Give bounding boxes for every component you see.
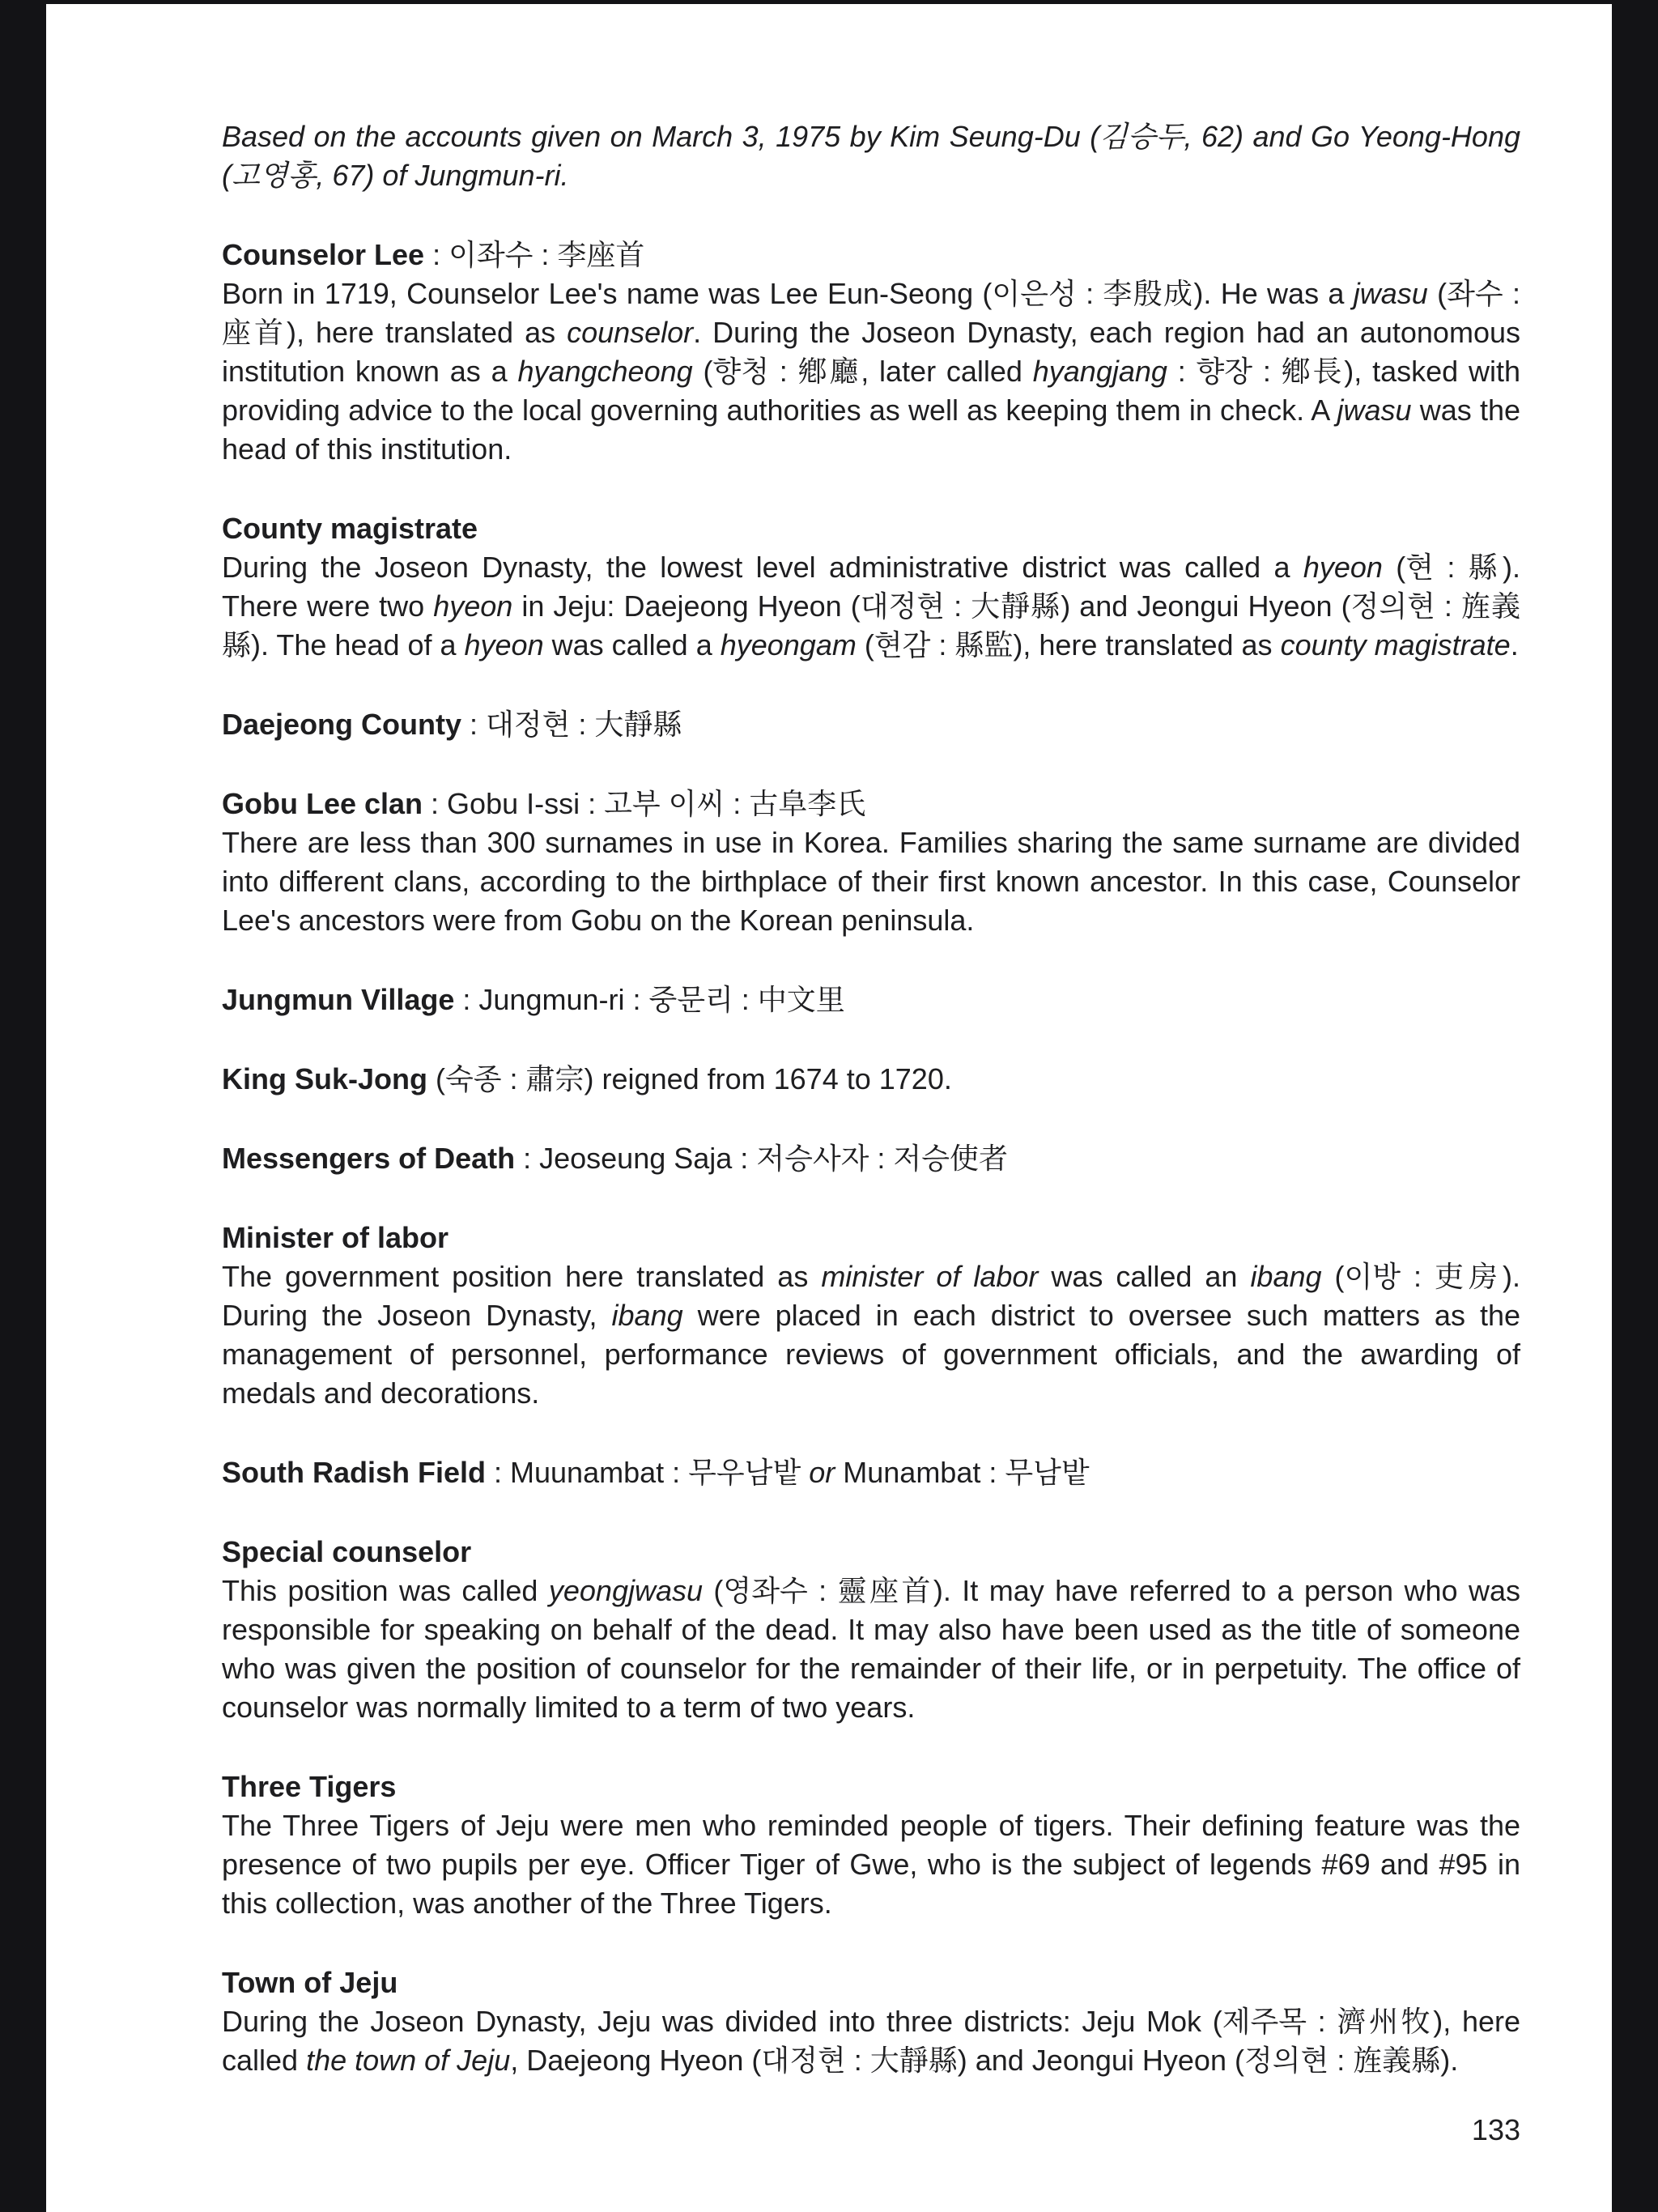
text-run: (현 : 縣). There were two <box>222 551 1520 623</box>
text-run: (영좌수 : 靈座首). It may have referred to a person who was responsible for speaking on behalf of the dead. It may also have been used as the title of someone who was given the position of counselor for the remainder of their life, or in perpetuity. The office of counselor was normally limited to a term of two years. <box>222 1574 1520 1724</box>
entry-heading <box>222 509 1520 548</box>
text-run: : Jeoseung Saja : 저승사자 : 저승使者 <box>515 1142 1008 1175</box>
glossary-entry <box>222 1767 1520 1923</box>
glossary-entry <box>222 981 1520 1019</box>
text-run: : Gobu I-ssi : 고부 이씨 : 古阜李氏 <box>423 787 866 820</box>
text-run: : Muunambat : 무우남밭 <box>486 1456 810 1489</box>
entry-paragraph <box>222 274 1520 469</box>
entry-heading <box>222 1139 1520 1178</box>
page-content <box>222 4 1520 2150</box>
text-run: Munambat : 무남밭 <box>835 1456 1090 1489</box>
entry-term: Minister of labor <box>222 1221 449 1254</box>
glossary-entry <box>222 1139 1520 1178</box>
text-run: During the Joseon Dynasty, the lowest level administrative district was called a <box>222 551 1303 584</box>
text-run: (현감 : 縣監), here translated as <box>856 628 1281 661</box>
text-run: There are less than 300 surnames in use in Korea. Families sharing the same surname are divided into different clans, according to the birthplace of their first known ancestor. In this case, Counselor Lee's ancestors were from Gobu on the Korean peninsula. <box>222 826 1520 937</box>
entry-term: Daejeong County <box>222 708 462 741</box>
entry-term: Special counselor <box>222 1535 472 1568</box>
entry-heading <box>222 1060 1520 1099</box>
entry-paragraph <box>222 2002 1520 2080</box>
entry-paragraph <box>222 1806 1520 1923</box>
entry-heading <box>222 236 1520 274</box>
entry-heading <box>222 1767 1520 1806</box>
text-run: The government position here translated as <box>222 1260 822 1293</box>
glossary-entry <box>222 509 1520 665</box>
text-run: : 향장 : 鄕長), tasked with providing advice to the local governing authorities as well as keeping them in check. A <box>222 355 1521 427</box>
text-run: (좌수 : 座首), here translated as <box>222 277 1520 349</box>
entry-term: Jungmun Village <box>222 983 455 1016</box>
text-run: . During the Joseon Dynasty, each region had an autonomous institution known as a <box>222 316 1520 388</box>
glossary-entry <box>222 1060 1520 1099</box>
entry-paragraph <box>222 548 1520 665</box>
italic-run: Based on the accounts given on March 3, 1975 by Kim Seung-Du (김승두, 62) and Go Yeong-Hong (고영홍, 67) of Jungmun-ri. <box>222 120 1520 192</box>
text-run: (향청 : 鄕廳, later called <box>692 355 1033 388</box>
italic-run: jwasu <box>1353 277 1428 310</box>
text-run: This position was called <box>222 1574 549 1607</box>
entry-heading <box>222 981 1520 1019</box>
italic-run: hyeon <box>433 589 513 623</box>
entry-term: Messengers of Death <box>222 1142 516 1175</box>
page-number: 133 <box>1471 2113 1520 2146</box>
italic-run: hyangcheong <box>517 355 693 388</box>
entry-paragraph <box>222 1572 1520 1727</box>
italic-run: county magistrate <box>1280 628 1511 661</box>
italic-run: ibang <box>611 1299 683 1332</box>
text-run: were placed in each district to oversee such matters as the management of personnel, performance reviews of government officials, and the awarding of medals and decorations. <box>222 1299 1520 1410</box>
italic-run: hyangjang <box>1032 355 1167 388</box>
glossary-entry <box>222 1963 1520 2080</box>
entry-paragraph <box>222 823 1520 940</box>
italic-run: or <box>809 1456 835 1489</box>
text-run: was the head of this institution. <box>222 393 1520 466</box>
entry-heading <box>222 705 1520 744</box>
entry-term: South Radish Field <box>222 1456 487 1489</box>
italic-run: hyeon <box>464 628 544 661</box>
entry-term: Town of Jeju <box>222 1966 398 1999</box>
text-run: , Daejeong Hyeon (대정현 : 大靜縣) and Jeongui Hyeon (정의현 : 旌義縣). <box>510 2044 1459 2077</box>
glossary-entry <box>222 705 1520 744</box>
text-run: : 이좌수 : 李座首 <box>424 238 645 271</box>
italic-run: jwasu <box>1337 393 1412 427</box>
text-run: The Three Tigers of Jeju were men who reminded people of tigers. Their defining feature was the presence of two pupils per eye. Officer Tiger of Gwe, who is the subject of legends #69 and #95 in this collection, was another of the Three Tigers. <box>222 1809 1520 1920</box>
glossary-entries <box>222 236 1520 2080</box>
source-attribution <box>222 117 1520 195</box>
glossary-entry <box>222 1453 1520 1492</box>
text-run: Born in 1719, Counselor Lee's name was Lee Eun-Seong (이은성 : 李殷成). He was a <box>222 277 1354 310</box>
italic-run: counselor <box>567 316 694 349</box>
italic-run: the town of Jeju <box>306 2044 511 2077</box>
entry-term: Gobu Lee clan <box>222 787 423 820</box>
entry-heading <box>222 1453 1520 1492</box>
entry-heading <box>222 785 1520 823</box>
entry-term: King Suk-Jong <box>222 1062 427 1095</box>
text-run: (숙종 : 肅宗) reigned from 1674 to 1720. <box>427 1062 952 1095</box>
entry-heading <box>222 1533 1520 1572</box>
glossary-entry <box>222 1219 1520 1413</box>
glossary-entry <box>222 785 1520 940</box>
entry-term: Three Tigers <box>222 1770 397 1803</box>
italic-run: hyeon <box>1303 551 1383 584</box>
entry-heading <box>222 1219 1520 1257</box>
text-run: During the Joseon Dynasty, Jeju was divided into three districts: Jeju Mok (제주목 : 濟州牧), here called <box>222 2005 1520 2077</box>
glossary-entry <box>222 1533 1520 1727</box>
text-run: (이방 : 吏房). During the Joseon Dynasty, <box>222 1260 1520 1332</box>
text-run: . <box>1510 628 1519 661</box>
text-run: was called a <box>543 628 721 661</box>
italic-run: minister of labor <box>821 1260 1039 1293</box>
entry-heading <box>222 1963 1520 2002</box>
entry-paragraph <box>222 1257 1520 1413</box>
text-run: in Jeju: Daejeong Hyeon (대정현 : 大靜縣) and Jeongui Hyeon (정의현 : 旌義縣). The head of a <box>222 589 1520 661</box>
italic-run: ibang <box>1250 1260 1322 1293</box>
document-page <box>46 4 1612 2212</box>
entry-term: Counselor Lee <box>222 238 425 271</box>
text-run: was called an <box>1038 1260 1251 1293</box>
italic-run: hyeongam <box>720 628 857 661</box>
glossary-entry <box>222 236 1520 469</box>
italic-run: yeongjwasu <box>548 1574 703 1607</box>
text-run: : Jungmun-ri : 중문리 : 中文里 <box>454 983 845 1016</box>
entry-term: County magistrate <box>222 512 478 545</box>
text-run: : 대정현 : 大靜縣 <box>461 708 682 741</box>
